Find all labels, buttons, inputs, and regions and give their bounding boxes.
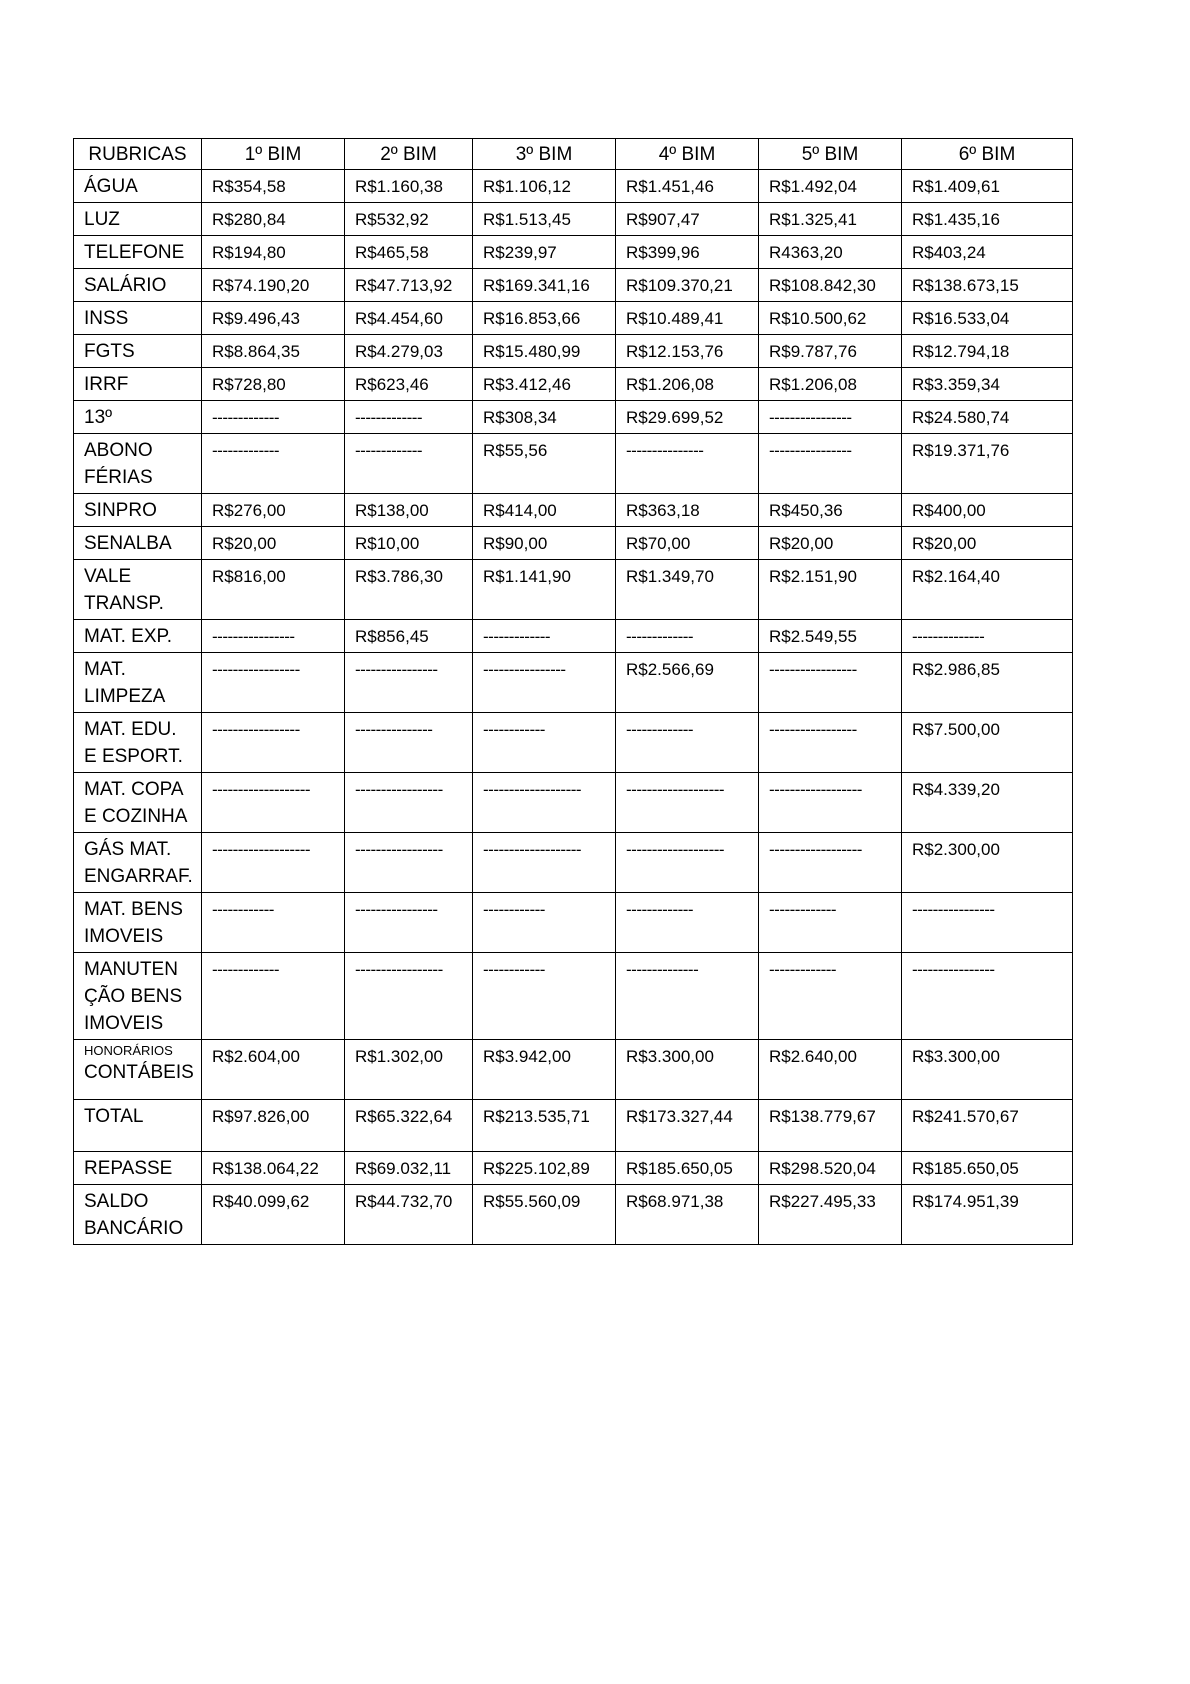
table-cell: R$16.533,04 xyxy=(902,302,1073,335)
table-cell: ------------------- xyxy=(473,833,616,893)
header-bim-1: 1º BIM xyxy=(202,139,345,170)
table-cell: R$907,47 xyxy=(616,203,759,236)
header-row xyxy=(74,139,1073,170)
row-label: MAT. BENS IMOVEIS xyxy=(74,893,202,953)
table-cell: ------------- xyxy=(759,953,902,1040)
table-cell: R$68.971,38 xyxy=(616,1185,759,1245)
row-label: FGTS xyxy=(74,335,202,368)
table-cell: R$15.480,99 xyxy=(473,335,616,368)
table-cell: R$138,00 xyxy=(345,494,473,527)
row-label: IRRF xyxy=(74,368,202,401)
table-cell: ------------- xyxy=(616,620,759,653)
table-cell: ------------------- xyxy=(473,773,616,833)
table-cell: ------------- xyxy=(616,893,759,953)
table-row xyxy=(74,236,1073,269)
table-cell: R$276,00 xyxy=(202,494,345,527)
table-cell: R$47.713,92 xyxy=(345,269,473,302)
table-cell: R$20,00 xyxy=(902,527,1073,560)
table-cell: R$1.492,04 xyxy=(759,170,902,203)
table-cell: R$44.732,70 xyxy=(345,1185,473,1245)
table-cell: R$74.190,20 xyxy=(202,269,345,302)
table-cell: R4363,20 xyxy=(759,236,902,269)
table-cell: R$7.500,00 xyxy=(902,713,1073,773)
table-cell: -------------- xyxy=(902,620,1073,653)
table-cell: ------------- xyxy=(345,401,473,434)
row-label: MAT. EDU. E ESPORT. xyxy=(74,713,202,773)
header-bim-5: 5º BIM xyxy=(759,139,902,170)
table-cell: R$227.495,33 xyxy=(759,1185,902,1245)
table-cell: ---------------- xyxy=(345,893,473,953)
table-cell: R$55,56 xyxy=(473,434,616,494)
table-cell: ------------ xyxy=(473,893,616,953)
table-cell: R$194,80 xyxy=(202,236,345,269)
table-cell: R$816,00 xyxy=(202,560,345,620)
table-cell: ------------------ xyxy=(759,833,902,893)
table-cell: R$3.359,34 xyxy=(902,368,1073,401)
table-cell: R$4.454,60 xyxy=(345,302,473,335)
table-cell: ----------------- xyxy=(345,833,473,893)
table-cell: R$109.370,21 xyxy=(616,269,759,302)
table-row xyxy=(74,368,1073,401)
table-row xyxy=(74,269,1073,302)
table-cell: R$1.160,38 xyxy=(345,170,473,203)
table-cell: ------------------- xyxy=(202,773,345,833)
table-cell: R$241.570,67 xyxy=(902,1100,1073,1152)
row-label: MANUTEN ÇÃO BENS IMOVEIS xyxy=(74,953,202,1040)
table-cell: R$97.826,00 xyxy=(202,1100,345,1152)
row-label: SALDO BANCÁRIO xyxy=(74,1185,202,1245)
table-cell: ---------------- xyxy=(759,434,902,494)
table-cell: R$2.300,00 xyxy=(902,833,1073,893)
table-cell: R$1.106,12 xyxy=(473,170,616,203)
row-label: INSS xyxy=(74,302,202,335)
table-cell: R$280,84 xyxy=(202,203,345,236)
table-cell: R$450,36 xyxy=(759,494,902,527)
table-cell: R$363,18 xyxy=(616,494,759,527)
row-label: VALE TRANSP. xyxy=(74,560,202,620)
table-cell: R$65.322,64 xyxy=(345,1100,473,1152)
table-cell: R$1.409,61 xyxy=(902,170,1073,203)
table-row xyxy=(74,713,1073,773)
table-cell: R$138.779,67 xyxy=(759,1100,902,1152)
table-cell: ------------- xyxy=(473,620,616,653)
table-cell: R$90,00 xyxy=(473,527,616,560)
table-cell: R$8.864,35 xyxy=(202,335,345,368)
table-cell: R$414,00 xyxy=(473,494,616,527)
table-cell: ---------------- xyxy=(902,953,1073,1040)
table-cell: R$308,34 xyxy=(473,401,616,434)
table-cell: R$16.853,66 xyxy=(473,302,616,335)
table-cell: ---------------- xyxy=(345,653,473,713)
table-cell: R$623,46 xyxy=(345,368,473,401)
table-cell: R$1.206,08 xyxy=(759,368,902,401)
table-row xyxy=(74,1185,1073,1245)
table-row xyxy=(74,1100,1073,1152)
table-row xyxy=(74,1152,1073,1185)
table-cell: R$856,45 xyxy=(345,620,473,653)
table-cell: R$173.327,44 xyxy=(616,1100,759,1152)
table-row xyxy=(74,653,1073,713)
table-cell: R$70,00 xyxy=(616,527,759,560)
table-cell: R$185.650,05 xyxy=(616,1152,759,1185)
table-cell: R$2.986,85 xyxy=(902,653,1073,713)
table-cell: R$1.302,00 xyxy=(345,1040,473,1100)
table-row xyxy=(74,203,1073,236)
table-cell: ---------------- xyxy=(902,893,1073,953)
table-cell: ------------ xyxy=(473,713,616,773)
row-label: ÁGUA xyxy=(74,170,202,203)
table-cell: R$10.500,62 xyxy=(759,302,902,335)
table-cell: ------------------- xyxy=(616,833,759,893)
table-cell: R$108.842,30 xyxy=(759,269,902,302)
table-cell: R$20,00 xyxy=(202,527,345,560)
row-label: GÁS MAT. ENGARRAF. xyxy=(74,833,202,893)
table-cell: ----------------- xyxy=(759,713,902,773)
table-cell: ----------------- xyxy=(345,953,473,1040)
table-cell: ----------------- xyxy=(345,773,473,833)
table-cell: ------------ xyxy=(473,953,616,1040)
table-row xyxy=(74,560,1073,620)
table-cell: R$9.787,76 xyxy=(759,335,902,368)
table-cell: R$3.300,00 xyxy=(902,1040,1073,1100)
table-cell: R$1.435,16 xyxy=(902,203,1073,236)
table-cell: R$10.489,41 xyxy=(616,302,759,335)
header-bim-3: 3º BIM xyxy=(473,139,616,170)
table-cell: R$354,58 xyxy=(202,170,345,203)
table-cell: R$2.151,90 xyxy=(759,560,902,620)
table-cell: R$1.451,46 xyxy=(616,170,759,203)
table-cell: R$2.640,00 xyxy=(759,1040,902,1100)
table-cell: ------------------ xyxy=(759,773,902,833)
table-cell: R$20,00 xyxy=(759,527,902,560)
table-row xyxy=(74,170,1073,203)
table-cell: ----------------- xyxy=(759,653,902,713)
table-body xyxy=(74,170,1073,1245)
table-cell: --------------- xyxy=(616,434,759,494)
table-cell: R$239,97 xyxy=(473,236,616,269)
header-bim-4: 4º BIM xyxy=(616,139,759,170)
table-cell: R$9.496,43 xyxy=(202,302,345,335)
table-cell: -------------- xyxy=(616,953,759,1040)
table-cell: R$225.102,89 xyxy=(473,1152,616,1185)
table-cell: R$24.580,74 xyxy=(902,401,1073,434)
table-cell: R$3.300,00 xyxy=(616,1040,759,1100)
row-label: SENALBA xyxy=(74,527,202,560)
table-cell: ------------ xyxy=(202,893,345,953)
table-cell: R$1.349,70 xyxy=(616,560,759,620)
table-cell: R$174.951,39 xyxy=(902,1185,1073,1245)
row-label: TOTAL xyxy=(74,1100,202,1152)
table-cell: R$3.942,00 xyxy=(473,1040,616,1100)
table-cell: R$728,80 xyxy=(202,368,345,401)
table-cell: ------------- xyxy=(202,953,345,1040)
table-cell: R$400,00 xyxy=(902,494,1073,527)
table-cell: R$4.339,20 xyxy=(902,773,1073,833)
table-row xyxy=(74,434,1073,494)
table-cell: R$12.153,76 xyxy=(616,335,759,368)
row-label: MAT. COPA E COZINHA xyxy=(74,773,202,833)
table-row xyxy=(74,833,1073,893)
table-cell: ----------------- xyxy=(202,653,345,713)
table-cell: ----------------- xyxy=(202,713,345,773)
table-cell: R$3.786,30 xyxy=(345,560,473,620)
table-cell: ---------------- xyxy=(202,620,345,653)
table-cell: --------------- xyxy=(345,713,473,773)
row-label: SINPRO xyxy=(74,494,202,527)
table-cell: R$169.341,16 xyxy=(473,269,616,302)
table-cell: R$1.325,41 xyxy=(759,203,902,236)
table-cell: R$1.141,90 xyxy=(473,560,616,620)
table-cell: R$29.699,52 xyxy=(616,401,759,434)
table-cell: ---------------- xyxy=(473,653,616,713)
table-cell: R$399,96 xyxy=(616,236,759,269)
header-bim-2: 2º BIM xyxy=(345,139,473,170)
table-cell: R$10,00 xyxy=(345,527,473,560)
table-cell: R$532,92 xyxy=(345,203,473,236)
table-row xyxy=(74,1040,1073,1100)
expenses-table xyxy=(73,138,1073,1245)
table-cell: R$4.279,03 xyxy=(345,335,473,368)
table-cell: R$2.549,55 xyxy=(759,620,902,653)
table-cell: R$1.206,08 xyxy=(616,368,759,401)
table-cell: ------------- xyxy=(202,401,345,434)
row-label: ABONO FÉRIAS xyxy=(74,434,202,494)
table-cell: ------------- xyxy=(616,713,759,773)
table-row xyxy=(74,773,1073,833)
table-row xyxy=(74,302,1073,335)
row-label: LUZ xyxy=(74,203,202,236)
table-cell: R$2.164,40 xyxy=(902,560,1073,620)
table-cell: ------------------- xyxy=(616,773,759,833)
table-cell: R$185.650,05 xyxy=(902,1152,1073,1185)
table-cell: R$19.371,76 xyxy=(902,434,1073,494)
row-label: SALÁRIO xyxy=(74,269,202,302)
header-bim-6: 6º BIM xyxy=(902,139,1073,170)
table-cell: R$40.099,62 xyxy=(202,1185,345,1245)
table-cell: ------------- xyxy=(345,434,473,494)
row-label: HONORÁRIOS CONTÁBEIS xyxy=(74,1040,202,1100)
table-cell: R$465,58 xyxy=(345,236,473,269)
table-cell: R$213.535,71 xyxy=(473,1100,616,1152)
table-cell: R$69.032,11 xyxy=(345,1152,473,1185)
table-cell: ------------------- xyxy=(202,833,345,893)
row-label: TELEFONE xyxy=(74,236,202,269)
table-cell: R$55.560,09 xyxy=(473,1185,616,1245)
row-label: REPASSE xyxy=(74,1152,202,1185)
table-cell: R$298.520,04 xyxy=(759,1152,902,1185)
table-cell: R$12.794,18 xyxy=(902,335,1073,368)
table-cell: R$403,24 xyxy=(902,236,1073,269)
table-row xyxy=(74,620,1073,653)
header-rubricas: RUBRICAS xyxy=(74,139,202,170)
row-label: MAT. EXP. xyxy=(74,620,202,653)
row-label: MAT. LIMPEZA xyxy=(74,653,202,713)
table-cell: ---------------- xyxy=(759,401,902,434)
table-row xyxy=(74,893,1073,953)
table-row xyxy=(74,527,1073,560)
table-cell: R$2.566,69 xyxy=(616,653,759,713)
table-cell: ------------- xyxy=(202,434,345,494)
table-row xyxy=(74,401,1073,434)
table-cell: R$3.412,46 xyxy=(473,368,616,401)
table-cell: R$138.673,15 xyxy=(902,269,1073,302)
table-row xyxy=(74,494,1073,527)
row-label: 13º xyxy=(74,401,202,434)
table-cell: R$2.604,00 xyxy=(202,1040,345,1100)
table-cell: R$1.513,45 xyxy=(473,203,616,236)
table-row xyxy=(74,953,1073,1040)
table-cell: ------------- xyxy=(759,893,902,953)
table-row xyxy=(74,335,1073,368)
table-cell: R$138.064,22 xyxy=(202,1152,345,1185)
